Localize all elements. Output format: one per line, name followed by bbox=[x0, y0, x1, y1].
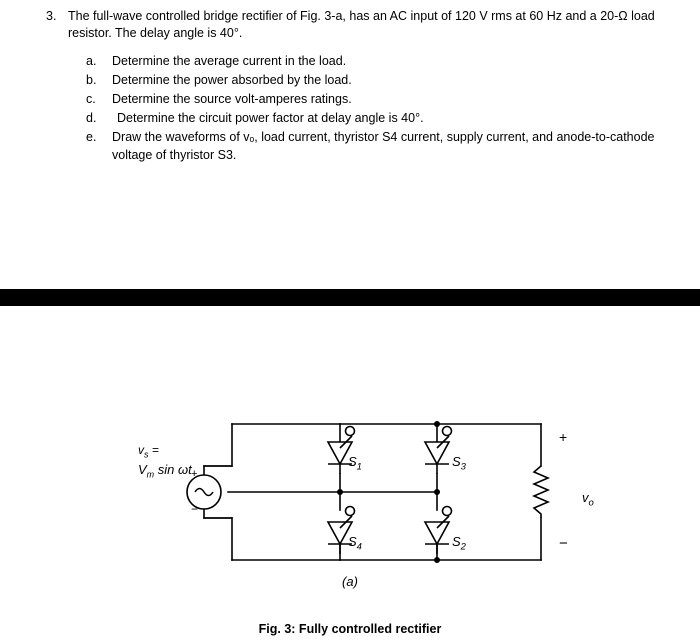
figure-caption: Fig. 3: Fully controlled rectifier bbox=[258, 622, 442, 636]
list-item-text: Determine the average current in the load. bbox=[112, 54, 347, 68]
circuit-diagram-icon bbox=[0, 306, 700, 642]
list-item bbox=[86, 71, 686, 89]
list-item-letter: a. bbox=[86, 54, 97, 68]
source-plus-sign: + bbox=[191, 468, 198, 480]
list-item bbox=[86, 90, 686, 108]
thyristor-s3-icon bbox=[425, 427, 452, 475]
thyristor-s2-icon bbox=[425, 507, 452, 555]
thyristor-s4-label: $S_4$ bbox=[348, 534, 362, 553]
problem-main-row bbox=[46, 8, 686, 42]
circuit-figure bbox=[0, 306, 700, 642]
problem-sublist bbox=[86, 52, 686, 165]
thyristor-s2-label: $S_2$ bbox=[452, 534, 466, 553]
problem-statement bbox=[46, 8, 686, 42]
list-item bbox=[86, 52, 686, 70]
list-item-letter: d. bbox=[86, 111, 97, 125]
output-minus-sign: − bbox=[559, 535, 568, 552]
list-item-letter: e. bbox=[86, 130, 97, 144]
list-item-letter: b. bbox=[86, 73, 97, 87]
output-plus-sign: + bbox=[559, 429, 568, 445]
thyristor-s1-label: $S_1$ bbox=[348, 454, 362, 473]
problem-number: 3. bbox=[46, 9, 57, 23]
list-item bbox=[86, 128, 686, 164]
thyristor-s3-label: $S_3$ bbox=[452, 454, 466, 473]
list-item-text: Determine the power absorbed by the load. bbox=[112, 73, 352, 87]
list-item-text: Draw the waveforms of vₒ, load current, thyristor S4 current, supply current, and anode-to-cathode voltage of thyristor S3. bbox=[112, 130, 655, 162]
list-item-letter: c. bbox=[86, 92, 96, 106]
source-label-line1: $v_s$ = bbox=[138, 443, 159, 460]
list-item-text: Determine the source volt-amperes ratings. bbox=[112, 92, 352, 106]
page-separator-bar bbox=[0, 289, 700, 306]
source-minus-sign: − bbox=[191, 502, 199, 516]
source-label-line2: $V_m$ sin ωt bbox=[138, 462, 192, 480]
source-voltage-label bbox=[138, 443, 192, 483]
list-item-text: Determine the circuit power factor at delay angle is 40°. bbox=[117, 111, 424, 125]
output-voltage-label: $v_o$ bbox=[582, 490, 594, 509]
problem-text: The full-wave controlled bridge rectifier of Fig. 3-a, has an AC input of 120 V rms at 60 Hz and a 20-Ω load resistor. The delay angle is 40°. bbox=[68, 9, 655, 40]
list-item bbox=[86, 109, 686, 127]
figure-sub-label: (a) bbox=[342, 574, 358, 589]
load-resistor-icon bbox=[534, 466, 548, 518]
